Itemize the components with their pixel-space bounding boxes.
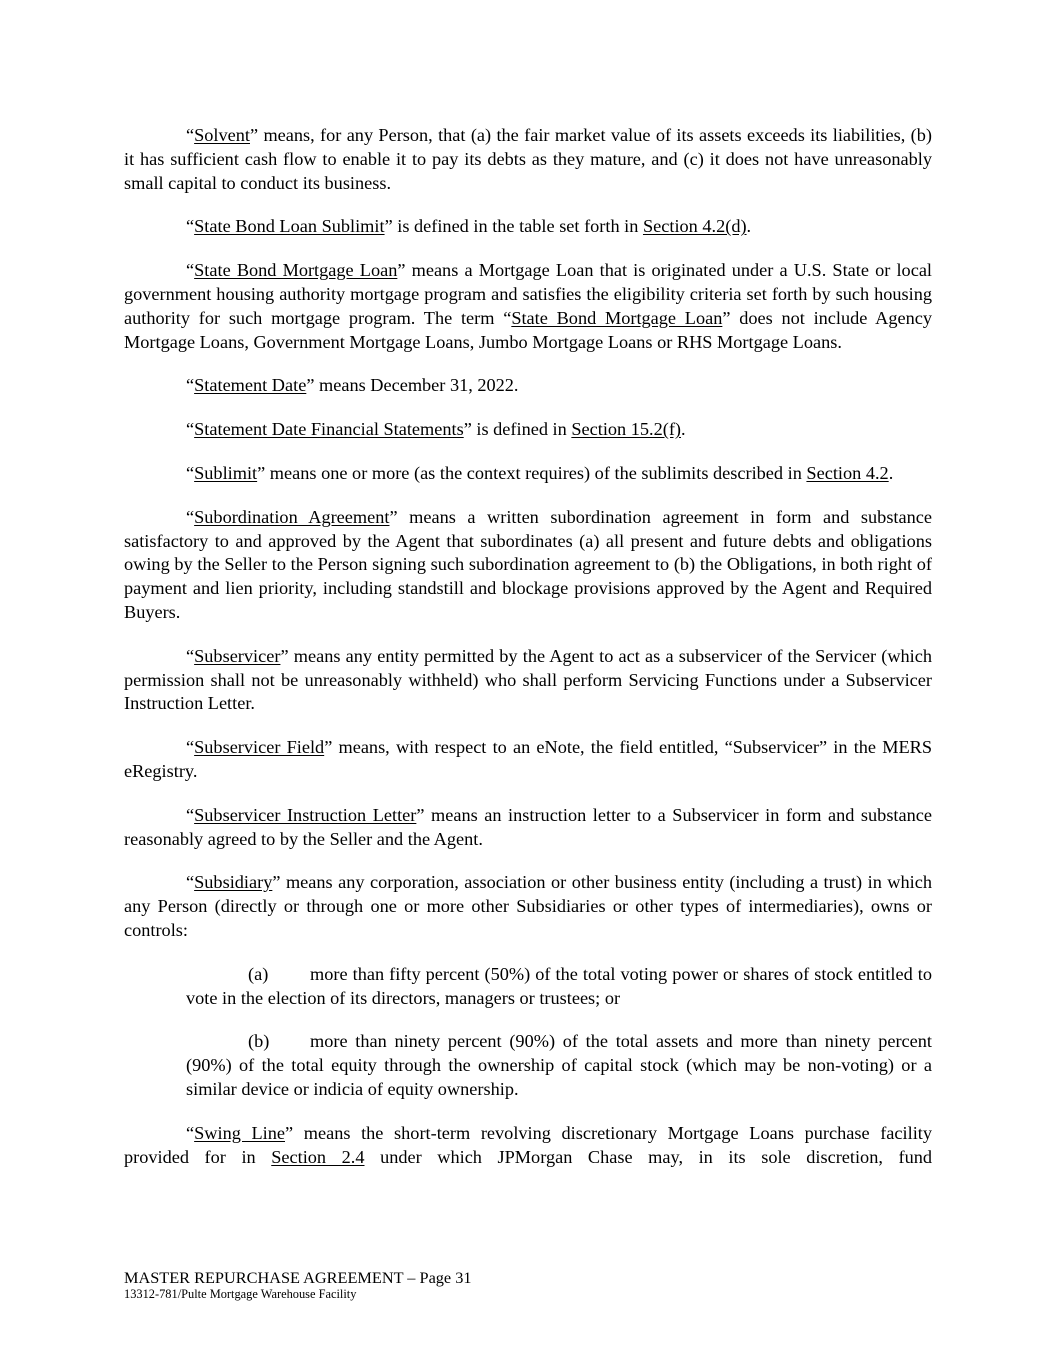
subsidiary-clause-a: (a) more than fifty percent (50%) of the total voting power or shares of stock entitled to vote in the election of its directors, managers or trustees; or — [186, 963, 932, 1008]
defined-term: Swing Line — [194, 1122, 285, 1143]
section-reference: Section 15.2(f) — [571, 419, 682, 440]
definition-state-bond-loan-sublimit: “State Bond Loan Sublimit” is defined in the table set forth in Section 4.2(d). — [186, 216, 752, 237]
defined-term: Statement Date — [194, 375, 307, 396]
definition-subservicer: “Subservicer” means any entity permitted by the Agent to act as a subservicer of the Servicer (which permission shall not be unreasonably withheld) who shall perform Servicing Functions under a Subservicer Instruction Letter. — [124, 645, 932, 714]
defined-term: Statement Date Financial Statements — [194, 419, 464, 440]
defined-term: Subsidiary — [194, 872, 273, 893]
definition-statement-date: “Statement Date” means December 31, 2022. — [186, 375, 519, 396]
section-reference: Section 2.4 — [271, 1146, 365, 1167]
definition-statement-date-financial-statements: “Statement Date Financial Statements” is defined in Section 15.2(f). — [186, 419, 686, 440]
document-body — [124, 124, 932, 1169]
section-reference: Section 4.2 — [806, 462, 889, 483]
defined-term: Subordination Agreement — [194, 506, 390, 527]
defined-term: Solvent — [194, 125, 250, 145]
defined-term: Sublimit — [194, 462, 258, 483]
page-footer — [124, 1268, 472, 1302]
defined-term: State Bond Mortgage Loan — [194, 260, 398, 281]
defined-term: State Bond Mortgage Loan — [511, 307, 723, 328]
definition-subservicer-field: “Subservicer Field” means, with respect to an eNote, the field entitled, “Subservicer” in the MERS eRegistry. — [124, 737, 932, 781]
definition-subsidiary: “Subsidiary” means any corporation, association or other business entity (including a trust) in which any Person (directly or through one or more other Subsidiaries or other types of intermediaries), owns or controls: — [124, 872, 932, 940]
defined-term: Subservicer — [194, 645, 281, 666]
definition-swing-line: “Swing Line” means the short-term revolving discretionary Mortgage Loans purchase facility provided for in Section 2.4 under which JPMorgan Chase may, in its sole discretion, fund — [124, 1122, 932, 1167]
footer-document-id: 13312-781/Pulte Mortgage Warehouse Facility — [124, 1287, 357, 1301]
definition-subservicer-instruction-letter: “Subservicer Instruction Letter” means an instruction letter to a Subservicer in form and substance reasonably agreed to by the Seller and the Agent. — [124, 804, 932, 849]
definition-subordination-agreement: “Subordination Agreement” means a written subordination agreement in form and substance satisfactory to and approved by the Agent that subordinates (a) all present and future debts and obligations owing by the Seller to the Person signing such subordination agreement to (b) the Obligations, in both right of payment and lien priority, including standstill and blockage provisions approved by the Agent and Required Buyers. — [124, 506, 932, 622]
definition-state-bond-mortgage-loan: “State Bond Mortgage Loan” means a Mortgage Loan that is originated under a U.S. State or local government housing authority mortgage program and satisfies the eligibility criteria set forth by such housing authority for such mortgage program. The term “State Bond Mortgage Loan” does not include Agency Mortgage Loans, Government Mortgage Loans, Jumbo Mortgage Loans or RHS Mortgage Loans. — [124, 260, 933, 352]
footer-title: MASTER REPURCHASE AGREEMENT – Page 31 — [124, 1268, 472, 1287]
section-reference: Section 4.2(d) — [642, 216, 747, 237]
definition-solvent: “Solvent” means, for any Person, that (a) the fair market value of its assets exceeds its liabilities, (b) it has sufficient cash flow to enable it to pay its debts as they mature, and (c) it does not have unreasonably small capital to conduct its business. — [124, 125, 932, 193]
clause-label: (a) — [248, 963, 269, 984]
definition-sublimit: “Sublimit” means one or more (as the context requires) of the sublimits described in Section 4.2. — [186, 462, 894, 483]
defined-term: Subservicer Field — [194, 737, 325, 758]
defined-term: Subservicer Instruction Letter — [194, 804, 417, 825]
clause-label: (b) — [248, 1031, 270, 1052]
defined-term: State Bond Loan Sublimit — [194, 216, 385, 237]
subsidiary-clause-b: (b) more than ninety percent (90%) of the total assets and more than ninety percent (90%) of the total equity through the ownership of capital stock (which may be non-voting) or a similar device or indicia of equity ownership. — [186, 1031, 932, 1099]
